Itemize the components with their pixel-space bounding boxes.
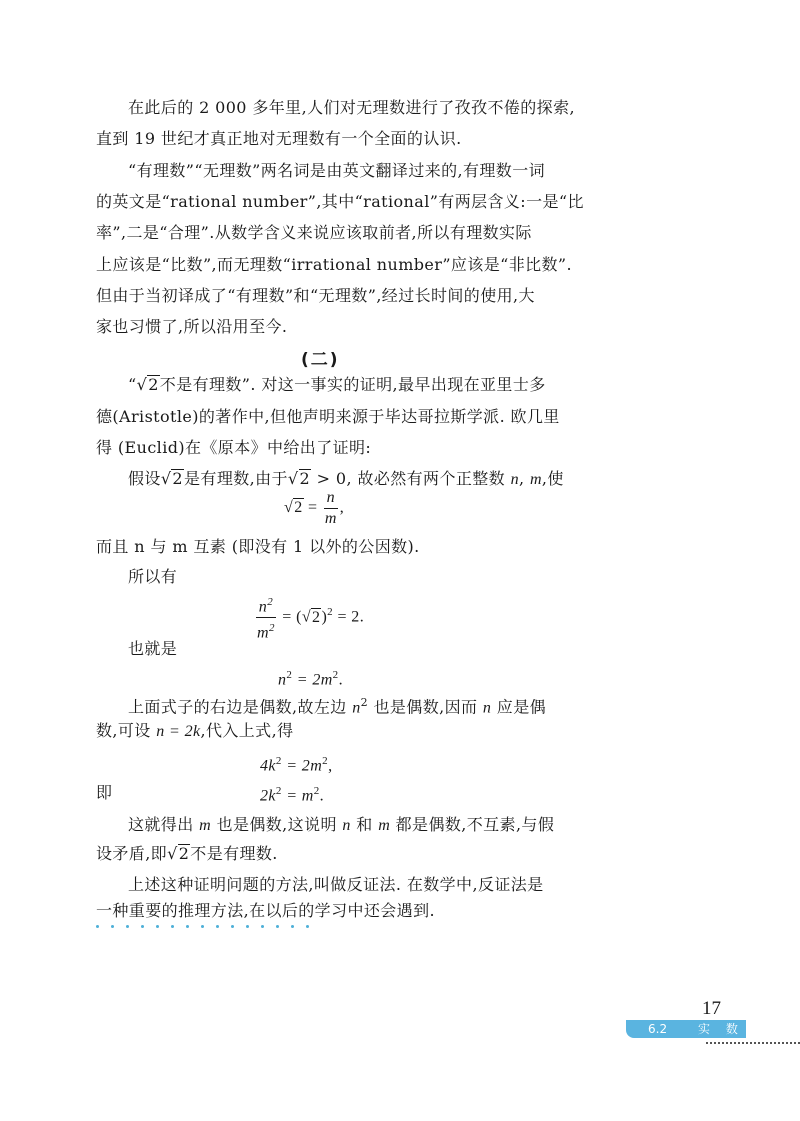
proof-line: 所以有: [128, 567, 178, 586]
paragraph-line: 家也习惯了,所以沿用至今.: [96, 317, 288, 336]
equation-4k2: $4k^2 = 2m^2$,: [260, 755, 333, 775]
section-heading: (二): [301, 350, 340, 370]
section-title: 实 数: [698, 1022, 744, 1036]
proof-line: 一种重要的推理方法,在以后的学习中还会遇到.: [96, 901, 435, 920]
equation-n2: $n^2 = 2m^2$.: [278, 669, 343, 689]
footer-dotted-rule: [706, 1042, 800, 1044]
proof-line: 设矛盾,即√2不是有理数.: [96, 844, 278, 863]
proof-line: 而且 n 与 m 互素 (即没有 1 以外的公因数).: [96, 537, 420, 556]
decorative-dots: [96, 925, 309, 928]
section-number: 6.2: [648, 1022, 668, 1036]
section-tab: [626, 1020, 746, 1038]
proof-line: 得 (Euclid)在《原本》中给出了证明:: [96, 438, 372, 457]
radicand: 2: [148, 375, 159, 394]
proof-line: 德(Aristotle)的著作中,但他声明来源于毕达哥拉斯学派. 欧几里: [96, 407, 560, 426]
equation-square: $\frac{n^2}{m^2}$ = $(√2)^2 = 2$.: [254, 592, 364, 644]
proof-line: “√2不是有理数”. 对这一事实的证明,最早出现在亚里士多: [128, 375, 546, 394]
proof-line: 上述这种证明问题的方法,叫做反证法. 在数学中,反证法是: [128, 875, 544, 894]
equation-sqrt2-ratio: √2 = $\frac{n}{m}$ ,: [284, 489, 345, 527]
proof-line: 也就是: [128, 639, 178, 658]
page-number: 17: [702, 998, 721, 1019]
proof-line: 数,可设 n = 2k,代入上式,得: [96, 721, 294, 740]
paragraph-line: 直到 19 世纪才真正地对无理数有一个全面的认识.: [96, 129, 462, 148]
paragraph-line: 的英文是“rational number”,其中“rational”有两层含义:一是“比: [96, 192, 584, 211]
proof-line: 这就得出 m 也是偶数,这说明 n 和 m 都是偶数,不互素,与假: [128, 815, 555, 834]
paragraph-line: 但由于当初译成了“有理数”和“无理数”,经过长时间的使用,大: [96, 286, 535, 305]
equation-2k2: $2k^2 = m^2$.: [260, 785, 325, 805]
paragraph-line: 上应该是“比数”,而无理数“irrational number”应该是“非比数”.: [96, 255, 572, 274]
paragraph-line: 在此后的 2 000 多年里,人们对无理数进行了孜孜不倦的探索,: [128, 98, 575, 117]
proof-line: 假设√2是有理数,由于√2 > 0, 故必然有两个正整数 n, m,使: [128, 469, 564, 488]
paragraph-line: 率”,二是“合理”.从数学含义来说应该取前者,所以有理数实际: [96, 223, 532, 242]
proof-line: 上面式子的右边是偶数,故左边 $n^2$ 也是偶数,因而 n 应是偶: [128, 696, 546, 717]
proof-line: 即: [96, 783, 113, 802]
paragraph-line: “有理数”“无理数”两名词是由英文翻译过来的,有理数一词: [128, 161, 546, 180]
